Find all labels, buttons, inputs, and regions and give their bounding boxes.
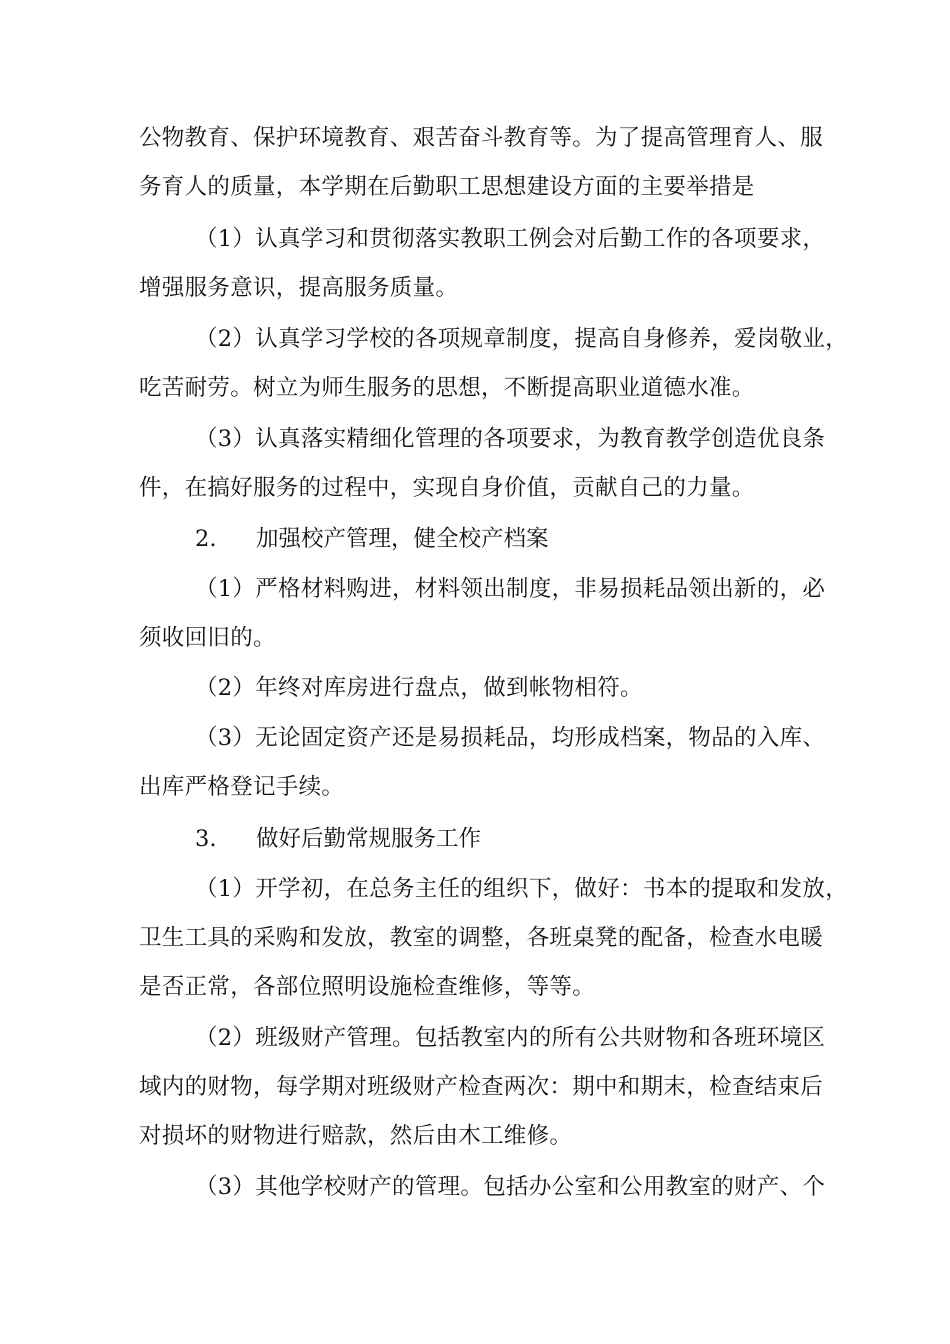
list-item-line: 吃苦耐劳。树立为师生服务的思想，不断提高职业道德水准。 bbox=[139, 375, 755, 401]
list-item-line: （2）认真学习学校的各项规章制度，提高自身修养，爱岗敬业， bbox=[195, 326, 849, 352]
list-item-line: （1）认真学习和贯彻落实教职工例会对后勤工作的各项要求， bbox=[195, 226, 826, 252]
list-item-line: （3）其他学校财产的管理。包括办公室和公用教室的财产、个 bbox=[195, 1174, 826, 1200]
section-number: 3. bbox=[195, 826, 217, 852]
list-item-line: 件，在搞好服务的过程中，实现自身价值，贡献自己的力量。 bbox=[139, 475, 755, 501]
list-item-line: 出库严格登记手续。 bbox=[139, 774, 345, 800]
list-item-line: 域内的财物，每学期对班级财产检查两次：期中和期末，检查结束后 bbox=[139, 1074, 824, 1100]
list-item-line: （2）年终对库房进行盘点，做到帐物相符。 bbox=[195, 675, 643, 701]
list-item-line: （2）班级财产管理。包括教室内的所有公共财物和各班环境区 bbox=[195, 1025, 826, 1051]
list-item-line: 增强服务意识，提高服务质量。 bbox=[139, 275, 459, 301]
section-heading: 加强校产管理，健全校产档案 bbox=[256, 526, 549, 552]
list-item-line: （3）无论固定资产还是易损耗品，均形成档案，物品的入库、 bbox=[195, 725, 826, 751]
paragraph-line: 务育人的质量，本学期在后勤职工思想建设方面的主要举措是 bbox=[139, 174, 755, 200]
list-item-line: （1）开学初，在总务主任的组织下，做好：书本的提取和发放， bbox=[195, 876, 849, 902]
list-item-line: （1）严格材料购进，材料领出制度，非易损耗品领出新的，必 bbox=[195, 576, 826, 602]
list-item-line: 须收回旧的。 bbox=[139, 625, 276, 651]
section-heading: 做好后勤常规服务工作 bbox=[256, 826, 482, 852]
paragraph-line: 公物教育、保护环境教育、艰苦奋斗教育等。为了提高管理育人、服 bbox=[139, 125, 824, 151]
list-item-line: 卫生工具的采购和发放，教室的调整，各班桌凳的配备，检查水电暖 bbox=[139, 925, 824, 951]
list-item-line: （3）认真落实精细化管理的各项要求，为教育教学创造优良条 bbox=[195, 426, 826, 452]
list-item-line: 是否正常，各部位照明设施检查维修，等等。 bbox=[139, 974, 596, 1000]
section-number: 2. bbox=[195, 526, 217, 552]
list-item-line: 对损坏的财物进行赔款，然后由木工维修。 bbox=[139, 1123, 573, 1149]
